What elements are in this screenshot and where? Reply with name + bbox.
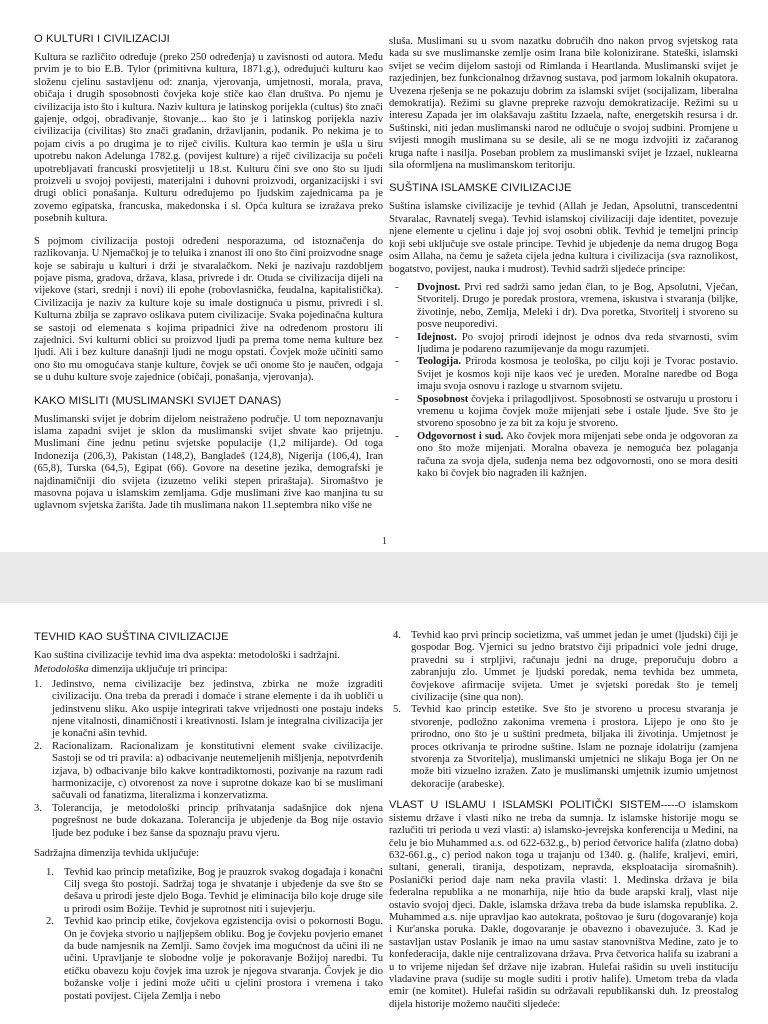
list-item-term: Idejnost.	[417, 331, 457, 343]
list-item-term: Odgovornost i sud.	[417, 430, 504, 442]
paragraph: sluša. Muslimani su u svom nazatku dobrućih dno nakon prvog svjetskog rata kada su sve muslimanske zemlje osim Irana bile kolonizirane. Stateški, islamski svijet se većim dijelom sastoji od Rimlanda i Heartlanda. Muslimanski svijet je razjedinjen, bez funkcionalnog državnog sustava, pod jarmom lokalnih okupatora. Uvezena rješenja se ne pokazuju dobrim za islamski svijet (socijalizam, liberalna demokratija). Režimi su glavne prepreke razvoju demokratizacije. Režimi su u interesu Zapada jer im olakšavaju zaštitu Izzaela, nafte, energetskih resursa i dr. Suštinski, niti jedan muslimanski narod ne odlučuje o svojoj sudbini. Promjene u svijesti mnogih muslimana su se desile, ali se ne mogu izdvojiti iz začaranog kruga nafte i nasilja. Poseban problem za muslimanski svijet je Izzael, nuklearna sila oformljena na muslimanskom teritoriju.	[389, 36, 738, 172]
list-item-term: Sposobnost	[417, 393, 469, 405]
list-item	[34, 867, 383, 917]
paragraph: Suština islamske civilizacije je tevhid (Allah je Jedan, Apsolutni, transcedentni Stvaralac, Ravnatelj svega). Tevhid islamskoj civilizaciji daje identitet, povezuje njene elemente u cjelinu i daje joj svoj osobni oblik. Tevhid je temeljni princip koji sebi uključuje sve ostale principe. Tevhid je ubjeđenje da nema drugog Boga osim Allaha, na čemu je sažeta cijela jedna kultura i civilizacija (sva raznolikost, bogatstvo, povijest, nauka i mudrost). Tevhid sadrži sljedeće principe:	[389, 201, 738, 275]
heading-tevhid: TEVHID KAO SUŠTINA CIVILIZACIJE	[34, 631, 229, 643]
list-item	[389, 431, 738, 481]
list-item	[389, 282, 738, 332]
list-item-text: Tevhid kao prvi princip societizma, vaš ummet jedan je umet (ljudski) čiji je gospodar Bog. Vjernici su jedno bratstvo čiji pripadnici vole jedni druge, pravedni su i strpljivi, računaju jedni na druge, preporučuju dobro a zabranjuju zlo. Ummet je ljudski poredak, nema tevhida bez ummeta, čovjekove afirmacije svijeta. Umet je svjetski poredak što je temelj civilizacije (sine qua non).	[411, 630, 738, 704]
list-item-term: Dvojnost.	[417, 281, 461, 293]
dash-bullet: -	[395, 356, 399, 368]
list-item	[389, 332, 738, 357]
list-item	[389, 394, 738, 431]
page-2	[0, 603, 768, 1024]
page1-left-column	[34, 33, 383, 523]
list-item-text: Jedinstvo, nema civilizacije bez jedinstva, zbirka ne može izgraditi civilizaciju. Ona treba da preradi i domaće i strane elemente i da ih uobliči u jedinstvenu sliku. Ako uspije integrirati takve vrijednosti one postaju indeks njene vitalnosti, dinamičnosti i kreativnosti. Islam je integralna civilizacija jer je konačni ašin tevhid.	[52, 678, 383, 740]
dash-bullet: -	[395, 281, 399, 293]
list-item-text: Tolerancija, je metodološki princip prihvatanja sadašnjice dok njena pogrešnost ne bude dokazana. Tolerancija je ubjeđenje da Bog nije ostavio ljude bez poduke i bez šanse da spoznaju pravu vjeru.	[52, 802, 383, 839]
list-item	[34, 741, 383, 803]
list-item-text: Tevhid kao princip etike, čovjekova egzistencija ovisi o pokornosti Bogu. On je čovjeka stvorio u najljepšem obliku. Bog je čovjeku povjerio emanet da bude namjesnik na Zemlji. Samo čovjek ima mogućnost da učini ili ne učini. Upravljanje te slobodne volje je pokoravanje Božijoj naredbi. Tu etičku obavezu koju čovjek ima uzrok je njegova stvaranja. Čovjek je dio božanske volje i jedini može učiti u cjelini prostora i vremena i tako postati povijest. Cijela Zemlja i nebo	[64, 916, 383, 1002]
content-list-continued	[389, 630, 738, 791]
heading-vlast: VLAST U ISLAMU I ISLAMSKI POLITIČKI SISTEM	[389, 799, 661, 812]
list-item-text: Racionalizam. Racionalizam je konstitutivni element svake civilizacije. Sastoji se od tri pravila: a) odbacivanje neutemeljenih mišljenja, nepotvrđenih izjava, b) odbacivanje bilo kakve kontradiktornosti, pozivanje na razum radi harmonizacije, c) otvorenost za nove i suprotne dokaze kao bi se muslimani sačuvali od fanatizma, literalizma i konzervatizma.	[52, 740, 383, 802]
paragraph-text: dimenzija uključuje tri principa:	[88, 664, 228, 676]
method-list	[34, 679, 383, 840]
principles-list	[389, 282, 738, 481]
dash-bullet: -	[395, 393, 399, 405]
list-item-text: Ako čovjek mora mijenjati sebe onda je odgovoran za ono što može mijenjati. Moralna obaveza je nemoguća bez polaganja računa za svoja djela, suđenja nema bez odgovornosti, ono se mora desiti kako bi čovjek bio nagrađen ili kažnjen.	[417, 430, 738, 479]
list-item	[389, 356, 738, 393]
paragraph	[389, 799, 738, 1011]
paragraph: Sadržajna dimenzija tevhida uključuje:	[34, 848, 200, 860]
list-item-term: Teologija.	[417, 356, 462, 368]
list-number: 3.	[34, 802, 42, 814]
list-number: 1.	[34, 678, 42, 690]
list-item	[34, 916, 383, 1003]
list-item-text: Tevhid kao princip metafizike, Bog je prauzrok svakog događaja i konačni Cilj svega što postoji. Sadržaj toga je shvatanje i ubjeđenje da sve što se dešava u prirodi jeste djelo Boga. Tevhid je eliminacija bilo koje druge sile u prirodi osim Božije. Tevhid je suprotnost niti i sujevjerju.	[64, 866, 383, 915]
list-item-text: Prvi red sadrži samo jedan član, to je Bog, Apsolutni, Vječan, Stvoritelj. Drugo je poredak prostora, vremena, iskustva i stvaranja (biljke, životinje, nebo, Zemlja, Meleki i dr). Dva poretka, Stvoritelj i stvoreno su posve neuporedivi.	[417, 281, 739, 331]
page-number: 1	[382, 536, 387, 547]
list-item-text: Priroda kosmosa je teološka, po cilju koji je Tvorac postavio. Svijet je kosmos koji nije kaos već je uređen. Moralne naredbe od Boga imaju svoja osnovu i razloge u stvarnom svijetu.	[417, 356, 738, 393]
content-list	[34, 867, 383, 1003]
dash-bullet: -	[395, 430, 399, 442]
paragraph-text: -----O islamskom sistemu države i vlasti niko ne treba da sumnja. Iz islamske historije mogu se razlučiti tri perioda u vezi vlasti: a) islamsko-jevrejska konferencija u Medini, na čelu je bio Muhammed a.s. od 622-632.g., b) period četvorice halifa (zlatno doba) 632-661.g., c) period nakon toga u trajanju od 1340. g. (halife, kraljevi, emiri, sultani, generali, tiranija, despotizam, nepravda, eksploatacija siromašnih). Poslanički period daje nam neka pravila vlasti: 1. Medinska država je bila federalna republika a ne monarhija, nije htio da bude arapski kralj, vlast nije ostavio svojoj djeci. Dakle, islamska država treba da bude islamska republika. 2. Muhammed a.s. nije upravljao kao autokrata, poštovao je šuru (dogovaranje) koja i Kur'anska poruka. Dakle, dogovaranje je obavezno i obavezujuće. 3. Kad je sastavljan ustav Poslanik je imao na umu sastav stanovništva Medine, zato je to konfederacija, dakle nije centralizovana država. Prva četvorica halifa su izabrani a u to vrijeme nijedan šef države nije izabran. Hulefai rašidin su uveli instituciju vladavine prava (sudije su mogle suditi i protiv halife). Umetom treba da vlada emir (ne komitet). Hulefai rašidin su održavali republikanski duh. Iz preostalog dijela historije možemo naučiti sljedeće:	[389, 800, 738, 1010]
list-item-text: čovjeka i prilagodljivost. Sposobnosti se ostvaruju u prostoru i vremenu u kojima čovjek može mijenjati sebe i ostale ljude. Sve što je stvoreno sposobno je za bit za koju je stvoreno.	[417, 393, 738, 430]
list-item	[389, 630, 738, 704]
page2-right-column	[389, 630, 738, 1021]
heading-o-kulturi: O KULTURI I CIVILIZACIJI	[34, 33, 170, 45]
emphasis-text: Metodološka	[34, 664, 89, 676]
heading-kako-misliti: KAKO MISLITI (MUSLIMANSKI SVIJET DANAS)	[34, 394, 282, 407]
list-item	[389, 704, 738, 791]
list-number: 1.	[46, 866, 54, 878]
list-number: 2.	[34, 740, 42, 752]
paragraph: Kao suština civilizacije tevhid ima dva aspekta: metodološki i sadržajni.	[34, 650, 340, 661]
list-item	[34, 679, 383, 741]
list-number: 4.	[393, 630, 401, 641]
list-item	[34, 803, 383, 840]
heading-sustina: SUŠTINA ISLAMSKE CIVILIZACIJE	[389, 182, 572, 195]
list-item-text: Po svojoj prirodi idejnost je odnos dva reda stvarnosti, svim ljudima je podareno razumijevanje da mogu razumjeti.	[417, 331, 738, 355]
list-number: 5.	[393, 704, 401, 716]
paragraph: Muslimanski svijet je dobrim dijelom neistraženo područje. U tom nepoznavanju islama zapadni svijet je sklon da muslimanski svijet shvate kao prijetnju. Muslimani čine jednu petinu svjetske populacije (1,2 milijarde). Od toga Indonezija (206,3), Pakistan (148,2), Bangladeš (124,8), Nigerija (106,4), Iran (65,8), Turska (64,5), Egipat (66). Govore na desetine jezika, demografski je najdinamičniji dio svijeta (izuzetno veliki stepen priraštaja). Siromaštvo je masovna pojava u islamskim zemljama. Gdje muslimani žive kao manjina tu su uglavnom svjetska žarišta. Jade tih muslimana nakon 11.septembra niko više ne	[34, 413, 383, 512]
paragraph: Kultura se različito određuje (preko 250 određenja) u zavisnosti od autora. Među prvim je to bio E.B. Tylor (primitivna kultura, 1871.g.), određujući kulturu kao složenu cjelinu sastavljenu od: znanja, vjerovanja, umjetnosti, morala, prava, običaja i drugih sposobnosti čovjeka koje stiče kao član društva. Po njemu je civilizacija isto što i kultura. Naziv kultura je latinskog porijekla (cultus) što znači gajenje, odgoj, obrađivanje, štovanje... kao što je i latinskog porijekla naziv civilizacija (civilitas) što znači građanin, državljanin, podanik. Po nekima je to pojam civis a po drugima je to riječ civilis. Kultura kao termin je ušla u širu upotrebu nakon Adelunga 1782.g. (povijest kulture) a riječ civilizacija su počeli upotrebljavati francuski prosvjetitelji u 18.st. Kulturu čini sve ono što su ljudi proizveli u svojoj povijesti, materijalni i duhovni proizvodi, organizacijski i svi drugi oblici ponašanja. Kulturu određujemo po ljudskim zajednicama pa je zovemo egipatska, francuska, makedonska i sl. Opća kultura se izražava preko posebnih kultura.	[34, 52, 383, 225]
dash-bullet: -	[395, 331, 399, 343]
page2-left-column	[34, 631, 383, 1011]
list-number: 2.	[46, 916, 54, 928]
page1-right-column	[389, 36, 738, 480]
paragraph	[34, 664, 383, 676]
list-item-text: Tevhid kao princip estetike. Sve što je stvoreno u procesu stvaranja je stvorenje, podložno zakonima vremena i prostora. Lijepo je ono što je prirodno, ono što je u suštini predmeta, biljaka ili životinja. Umjetnost je proces otkrivanja te prirodne suštine. Islam ne poznaje idolatriju (zamjena stvorenja za Stvoritelja), muslimanski umjetnici ne slikaju Boga jer On ne može biti vizuelno izražen. Zato je muslimanski umjetnik izumio umjetnost dekoracije (arabeske).	[411, 704, 738, 790]
paragraph: S pojmom civilizacija postoji određeni nesporazuma, od istoznačenja do razlikovanja. U Njemačkoj je to teluika i znanost ili ono što čini proizvodne snage koje se sabiraju u kulturi i drži je stvaralačkom. Neki je nazivaju razdobljem pojave pisma, gradova, država, klasa, privrede i dr. Otuda se civilizacija dijeli na vijekove (stari, srednji i novi) ili epohe (robovlasnička, feudalna, kapitalistička). Civilizacija je naziv za kulture koje su imale dostignuća u pismu, privredi i sl. Kulturna zbilja se zapravo oslikava putem civilizacije. Svaka pojedinačna kultura se sastoji od elemenata s kojima pripadnici žive na određenom prostoru ili zajednici. Svi kulturni oblici su proizvod ljudi pa prema tome nema kulture bez ljudi. Ali i bez kulture današnji ljudi ne mogu opstati. Čovjek može učiniti samo ono što mu omogućava stanje kulture, čovjek se uči onome što je naučen, odgaja se u duhu kulture svoje zajednice (običaji, ponašanja, vjerovanja).	[34, 235, 383, 384]
